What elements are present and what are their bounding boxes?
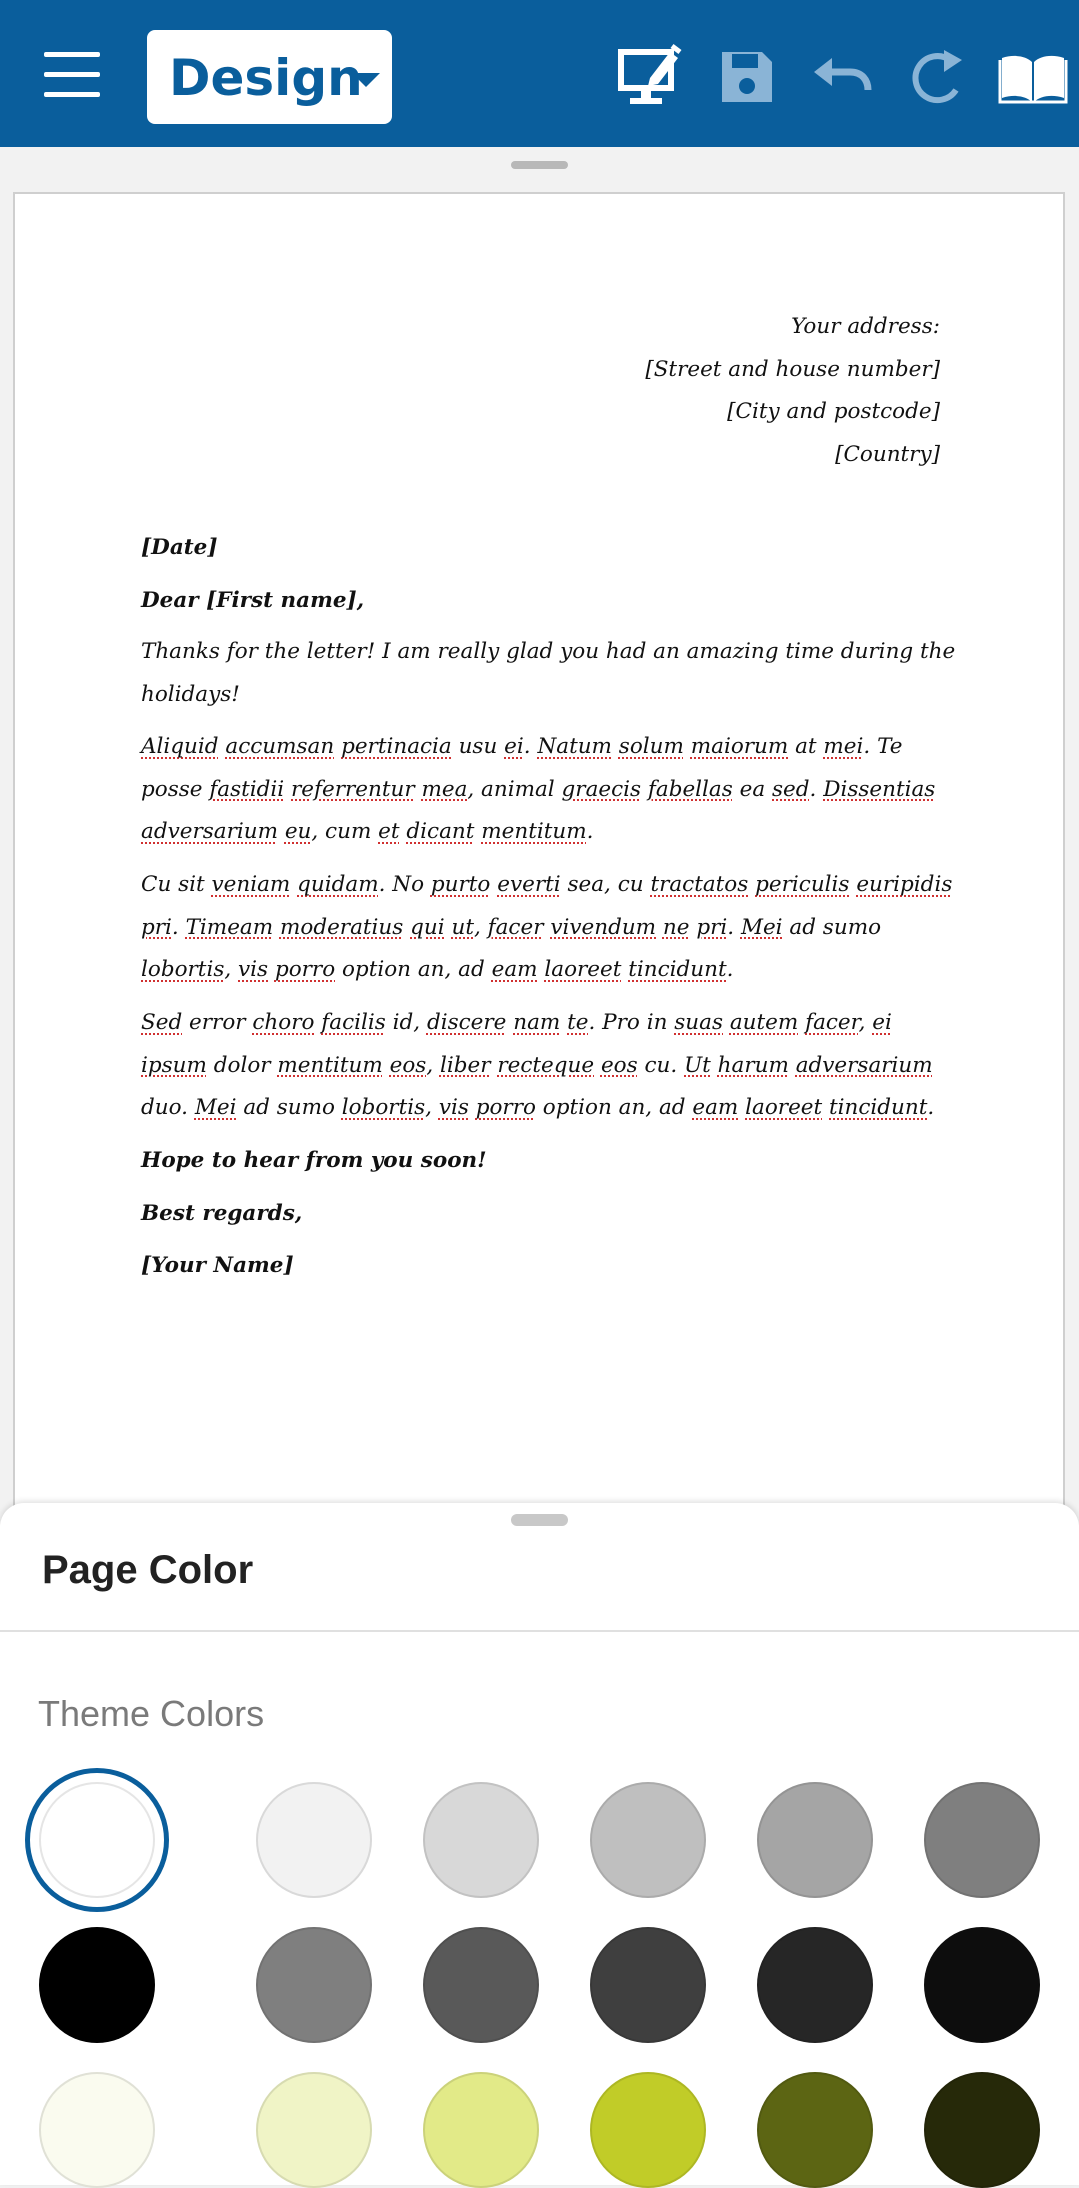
document-page[interactable] (13, 192, 1065, 1552)
misspelled-word: ut (451, 914, 474, 940)
text-run (273, 915, 280, 940)
misspelled-word: eos (389, 1052, 427, 1078)
misspelled-word: everti (497, 872, 561, 897)
letter-salutation: Dear [First name], (141, 588, 365, 613)
misspelled-word: ipsum (141, 1052, 207, 1078)
misspelled-word: nam (513, 1010, 561, 1035)
text-run: duo. (141, 1095, 195, 1120)
text-run: id, (385, 1010, 427, 1035)
misspelled-word: accumsan (225, 734, 335, 759)
text-run: , animal (467, 776, 562, 802)
misspelled-word: maiorum (690, 734, 789, 759)
misspelled-word: solum (618, 734, 684, 759)
misspelled-word: facer (805, 1010, 859, 1035)
letter-date: [Date] (141, 535, 218, 560)
color-swatch[interactable] (590, 2072, 706, 2188)
misspelled-word: choro (252, 1010, 315, 1035)
text-run (641, 777, 648, 802)
page-color-sheet (0, 1503, 1079, 2185)
misspelled-word: quidam (297, 872, 379, 897)
misspelled-word: vis (438, 1095, 469, 1120)
misspelled-word: qui (410, 914, 445, 940)
text-run: ea (732, 776, 773, 802)
misspelled-word: lobortis (341, 1095, 426, 1120)
misspelled-word: suas (674, 1010, 723, 1035)
letter-signature: [Your Name] (141, 1253, 294, 1278)
misspelled-word: Mei (740, 914, 783, 940)
text-run: . (726, 957, 734, 982)
misspelled-word: facer (487, 914, 544, 940)
color-swatch[interactable] (256, 1782, 372, 1898)
color-swatch[interactable] (423, 1927, 539, 2043)
misspelled-word: tincidunt (628, 957, 727, 982)
text-run: , (224, 957, 239, 982)
read-mode-icon[interactable] (996, 40, 1070, 114)
top-toolbar (0, 0, 1079, 147)
text-run: , cum (311, 819, 379, 844)
address-street: [Street and house number] (645, 357, 940, 382)
misspelled-word: vivendum (550, 914, 657, 940)
text-run: , (425, 1095, 439, 1120)
color-swatch[interactable] (256, 2072, 372, 2188)
text-run: . (523, 734, 538, 759)
text-run (822, 1095, 829, 1120)
misspelled-word: purto (430, 872, 491, 897)
text-run: . (171, 914, 186, 940)
color-swatch[interactable] (256, 1927, 372, 2043)
text-run (284, 777, 291, 802)
text-run: . No (378, 872, 431, 897)
text-run: sea, cu (560, 872, 651, 897)
mode-dropdown[interactable] (147, 30, 392, 124)
misspelled-word: te (567, 1010, 589, 1035)
text-run (268, 957, 275, 982)
address-country: [Country] (835, 442, 940, 467)
misspelled-word: mentitum (277, 1052, 383, 1078)
misspelled-word: adversarium (141, 819, 278, 844)
letter-paragraph-2 (141, 726, 961, 854)
color-swatch[interactable] (924, 1927, 1040, 2043)
text-run: . Pro in (588, 1010, 675, 1035)
text-run: ad sumo (236, 1095, 342, 1120)
text-run (684, 734, 691, 759)
misspelled-word: mentitum (481, 819, 587, 844)
text-run: option an, ad (535, 1095, 693, 1120)
text-run (594, 1053, 601, 1078)
misspelled-word: tincidunt (829, 1095, 928, 1120)
misspelled-word: harum (717, 1052, 789, 1078)
drag-handle[interactable] (511, 161, 568, 169)
misspelled-word: liber (439, 1052, 491, 1078)
color-swatch[interactable] (924, 2072, 1040, 2188)
text-run: at (788, 734, 824, 759)
text-run: . (586, 819, 594, 844)
text-run (469, 1095, 476, 1120)
color-swatch[interactable] (590, 1927, 706, 2043)
misspelled-word: tractatos (650, 872, 749, 897)
color-swatch[interactable] (590, 1782, 706, 1898)
address-label: Your address: (791, 314, 940, 339)
misspelled-word: pertinacia (341, 734, 452, 759)
text-run: , (858, 1010, 873, 1035)
text-run (656, 915, 663, 940)
misspelled-word: porro (475, 1095, 536, 1120)
text-run: . Te posse (141, 734, 903, 802)
misspelled-word: Dissentias (823, 776, 936, 802)
misspelled-word: fabellas (647, 776, 733, 802)
misspelled-word: laoreet (544, 957, 622, 982)
misspelled-word: pri (696, 914, 728, 940)
misspelled-word: et (378, 819, 400, 844)
misspelled-word: fastidii (209, 776, 285, 802)
color-swatch[interactable] (757, 1927, 873, 2043)
menu-icon[interactable] (44, 52, 100, 98)
misspelled-word: porro (274, 957, 336, 982)
misspelled-word: Natum (537, 734, 612, 759)
text-run: , (473, 914, 488, 940)
text-run (723, 1010, 730, 1035)
letter-paragraph-3 (141, 864, 961, 992)
text-run: . (927, 1095, 935, 1120)
text-run: error (182, 1010, 253, 1035)
section-label: Theme Colors (38, 1693, 265, 1734)
letter-regards: Best regards, (141, 1201, 303, 1226)
misspelled-word: adversarium (795, 1052, 933, 1078)
misspelled-word: eos (600, 1052, 638, 1078)
misspelled-word: ne (662, 914, 690, 940)
letter-paragraph-4 (141, 1002, 961, 1130)
misspelled-word: dicant (406, 819, 475, 844)
sheet-drag-handle[interactable] (511, 1514, 568, 1526)
misspelled-word: veniam (211, 872, 291, 897)
text-run: . (727, 914, 741, 940)
misspelled-word: Ut (684, 1052, 711, 1078)
misspelled-word: Aliquid (141, 734, 219, 759)
text-run: option an, ad (335, 957, 492, 982)
text-run (612, 734, 619, 759)
misspelled-word: facilis (321, 1010, 386, 1035)
misspelled-word: ei (872, 1010, 892, 1035)
text-run: cu. (637, 1052, 685, 1078)
edit-desktop-icon[interactable] (614, 40, 688, 114)
letter-closing: Hope to hear from you soon! (141, 1148, 487, 1173)
undo-icon[interactable] (806, 40, 880, 114)
sheet-title: Page Color (42, 1548, 254, 1592)
misspelled-word: eam (491, 957, 538, 982)
color-swatch[interactable] (423, 1782, 539, 1898)
text-run: . (809, 776, 824, 802)
misspelled-word: moderatius (279, 914, 404, 940)
color-swatch[interactable] (39, 1927, 155, 2043)
text-run: usu (451, 734, 505, 759)
color-swatch[interactable] (757, 1782, 873, 1898)
color-swatch[interactable] (39, 2072, 155, 2188)
redo-icon[interactable] (900, 40, 974, 114)
misspelled-word: mea (421, 776, 468, 802)
misspelled-word: periculis (755, 872, 850, 897)
misspelled-word: sed (772, 776, 810, 802)
misspelled-word: Timeam (185, 914, 274, 940)
text-run (383, 1053, 390, 1078)
color-swatch[interactable] (757, 2072, 873, 2188)
text-run (711, 1053, 718, 1078)
misspelled-word: mei (823, 734, 864, 759)
misspelled-word: recteque (497, 1052, 595, 1078)
mode-label: Design (169, 49, 363, 107)
misspelled-word: eam (692, 1095, 739, 1120)
misspelled-word: euripidis (856, 872, 953, 897)
misspelled-word: ei (504, 734, 524, 759)
misspelled-word: laoreet (745, 1095, 823, 1120)
misspelled-word: Mei (194, 1095, 237, 1120)
color-swatch[interactable] (423, 2072, 539, 2188)
misspelled-word: eu (284, 819, 312, 844)
text-run: Cu sit (141, 872, 212, 897)
caret-down-icon (352, 73, 380, 87)
address-city: [City and postcode] (727, 399, 940, 424)
misspelled-word: Sed (141, 1010, 183, 1035)
letter-paragraph-1: Thanks for the letter! I am really glad you had an amazing time during the holidays! (141, 639, 956, 707)
misspelled-word: discere (426, 1010, 507, 1035)
selected-swatch-ring (25, 1768, 169, 1912)
misspelled-word: autem (729, 1010, 799, 1035)
text-run (789, 1053, 796, 1078)
misspelled-word: referrentur (291, 776, 415, 802)
misspelled-word: pri (141, 914, 172, 940)
misspelled-word: vis (238, 957, 269, 982)
color-swatch[interactable] (924, 1782, 1040, 1898)
misspelled-word: lobortis (141, 957, 225, 982)
save-icon[interactable] (710, 40, 784, 114)
text-run: , (426, 1052, 440, 1078)
text-run: dolor (206, 1052, 278, 1078)
text-run (278, 819, 285, 844)
misspelled-word: graecis (561, 776, 642, 802)
text-run: ad sumo (782, 914, 882, 940)
divider (0, 1630, 1079, 1632)
